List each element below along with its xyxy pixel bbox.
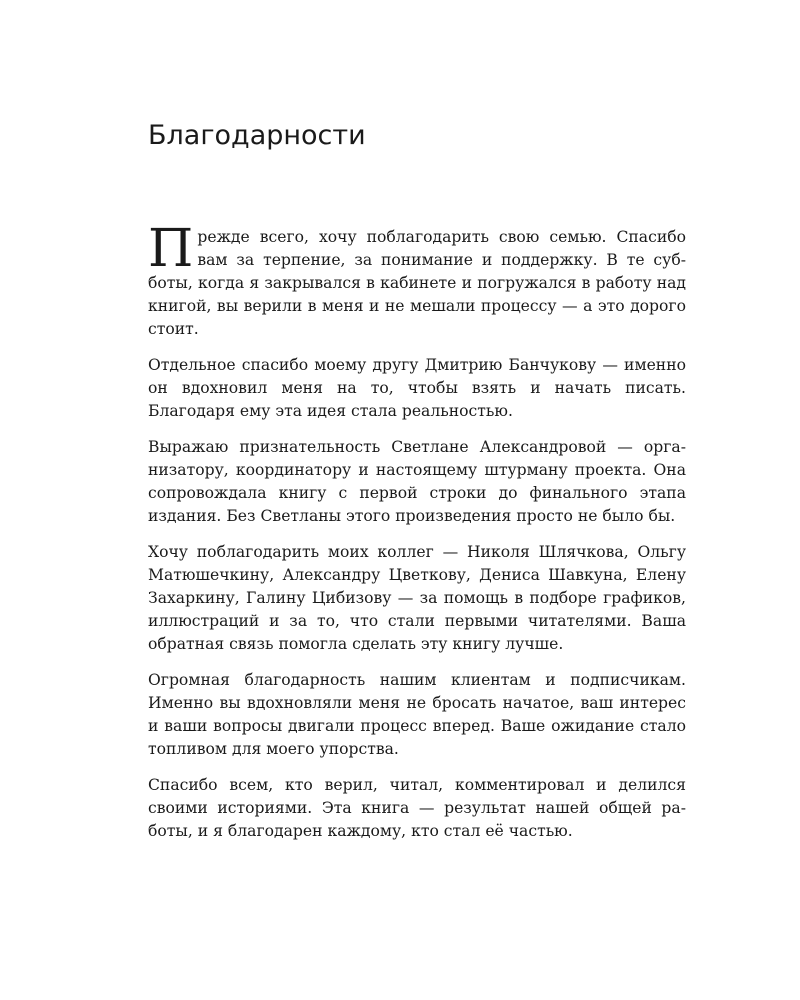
drop-cap: П bbox=[148, 219, 194, 279]
paragraph-friend: Отдельное спасибо моему другу Дмитрию Банчукову — именно он вдохновил меня на то, чтобы взять и начать писать. Благодаря ему эта идея стала реальностью. bbox=[148, 356, 686, 420]
paragraph-family bbox=[148, 219, 686, 341]
paragraph-clients: Огромная благодарность нашим клиентам и подписчикам. Именно вы вдохновляли меня не бросать начатое, ваш интерес и ваши вопросы двигали процесс вперед. Ваше ожидание стало топливом для моего упорства. bbox=[148, 671, 686, 758]
paragraph-colleagues: Хочу поблагодарить моих коллег — Николя Шлячкова, Ольгу Матюшечкину, Александру Цветкову, Дениса Шавкуна, Елену Захаркину, Галину Цибизову — за помощь в подборе графиков, иллюстраций и за то, что стали первыми читателями. Ваша обратная связь помогла сделать эту книгу лучше. bbox=[148, 543, 686, 653]
paragraph-organizer: Выражаю признательность Светлане Александровой — организатору, координатору и настоящему штурману проекта. Она сопровождала книгу с первой строки до финального этапа издания. Без Светланы этого произведения просто не было бы. bbox=[148, 438, 686, 525]
paragraph-everyone: Спасибо всем, кто верил, читал, комментировал и делился своими историями. Эта книга — результат нашей общей работы, и я благодарен каждому, кто стал её частью. bbox=[148, 776, 686, 840]
page-title: Благодарности bbox=[148, 120, 366, 151]
paragraph-family-text: режде всего, хочу поблагодарить свою семью. Спасибо вам за терпение, за понимание и поддержку. В те субботы, когда я закрывался в кабинете и погружался в работу над книгой, вы верили в меня и не мешали процессу — а это дорого стоит. bbox=[148, 228, 686, 338]
acknowledgements-body bbox=[148, 219, 686, 856]
